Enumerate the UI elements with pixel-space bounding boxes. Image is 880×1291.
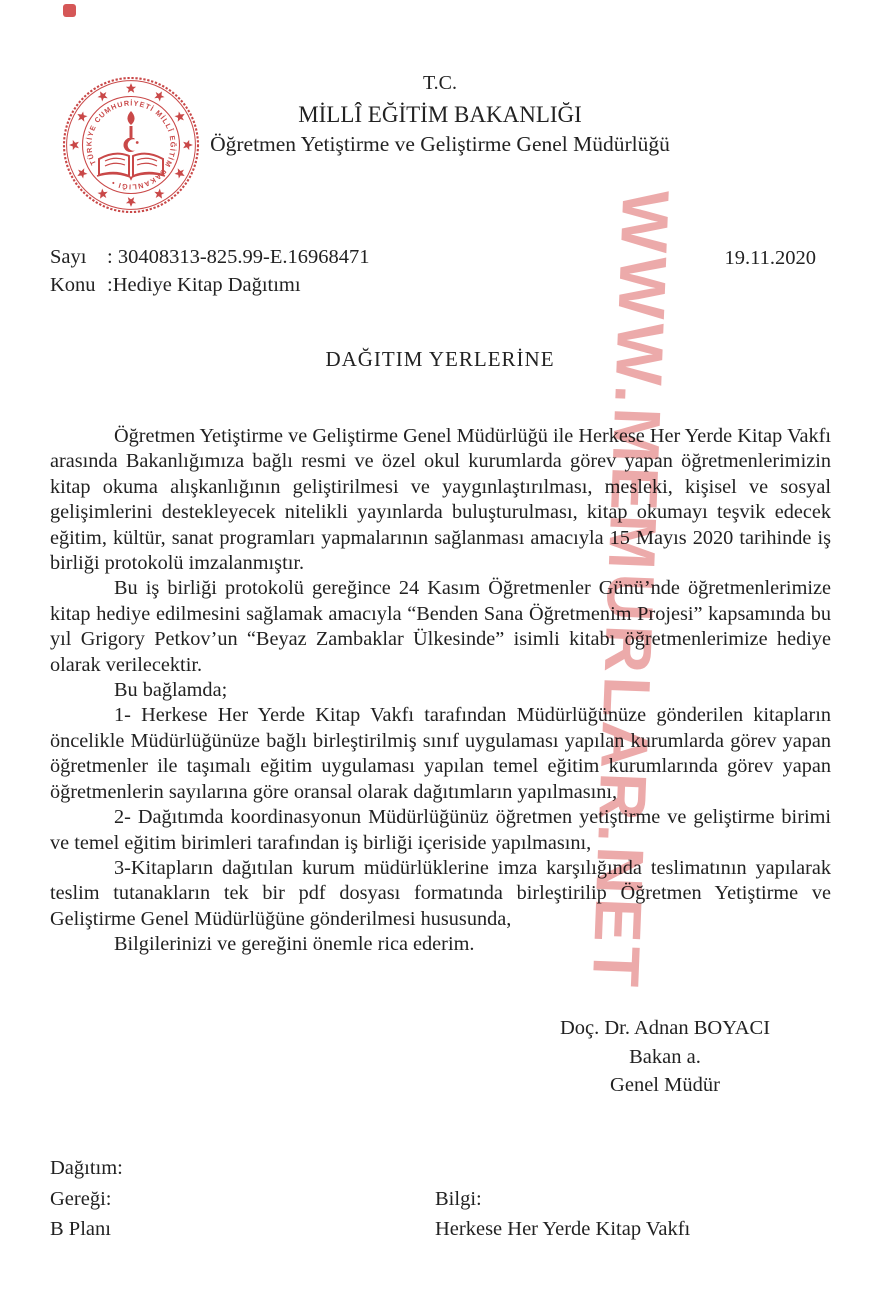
sayi-row xyxy=(50,243,816,271)
watermark-text: WWW.MEMURLAR.NET xyxy=(578,188,684,993)
sayi-label: Sayı xyxy=(50,246,87,268)
bilgi-value: Herkese Her Yerde Kitap Vakfı xyxy=(435,1218,691,1240)
star-icon xyxy=(96,188,110,202)
signer-title-2: Genel Müdür xyxy=(610,1074,720,1096)
ministry-name: MİLLÎ EĞİTİM BAKANLIĞI xyxy=(298,101,582,127)
paragraph: Bilgilerinizi ve gereğini önemle rica ederim. xyxy=(114,933,475,956)
geregi-value: B Planı xyxy=(50,1218,111,1240)
document-date: 19.11.2020 xyxy=(724,247,816,269)
dagitim-label: Dağıtım: xyxy=(50,1157,123,1179)
star-icon xyxy=(126,197,136,207)
addressee-heading: DAĞITIM YERLERİNE xyxy=(325,347,555,371)
konu-row xyxy=(50,271,816,299)
letter-body xyxy=(50,424,831,958)
bilgi-label: Bilgi: xyxy=(435,1187,482,1210)
paragraph: Öğretmen Yetiştirme ve Geliştirme Genel Müdürlüğü ile Herkese Her Yerde Kitap Vakfı arasında Bakanlığımıza bağlı resmi ve özel okul kurumlarda görev yapan öğretmenlerimizin kitap okuma alışkanlığının geliştirilmesi ve yaygınlaştırılması, mesleki, kişisel ve sosyal gelişimlerini destekleyecek nitelikli yayınlarda buluşturulması, kitap okumayı teşvik edecek eğitim, kültür, sanat programları yapmalarının sağlanması amacıyla 15 Mayıs 2020 tarihinde iş birliği protokolü imzalanmıştır. xyxy=(50,425,831,575)
dagitim-row xyxy=(50,1153,750,1184)
signer-name: Doç. Dr. Adnan BOYACI xyxy=(559,1017,771,1039)
geregi-label: Gereği: xyxy=(50,1187,112,1210)
paragraph: Bu bağlamda; xyxy=(114,679,228,702)
values-row xyxy=(50,1214,750,1245)
seal-curved-text: TÜRKİYE CUMHURİYETİ MİLLÎ EĞİTİM BAKANLIĞI • xyxy=(84,98,178,192)
sayi-value: : 30408313-825.99-E.16968471 xyxy=(107,246,370,268)
paragraph: 2- Dağıtımda koordinasyonun Müdürlüğünüz öğretmen yetiştirme ve geliştirme birimi ve temel eğitim birimleri tarafından iş birliği içeriside yapılmasını, xyxy=(50,806,831,854)
star-icon xyxy=(153,188,167,202)
paragraph: 3-Kitapların dağıtılan kurum müdürlüklerine imza karşılığında teslimatının yapılarak teslim tutanakların tek bir pdf dosyası formatında birleştirilip Öğretmen Yetiştirme ve Geliştirme Genel Müdürlüğüne gönderilmesi hususunda, xyxy=(50,856,831,930)
konu-value: :Hediye Kitap Dağıtımı xyxy=(107,274,301,296)
konu-label: Konu xyxy=(50,274,96,296)
geregi-bilgi-row xyxy=(50,1184,750,1215)
signer-title-1: Bakan a. xyxy=(629,1045,701,1068)
paragraph: 1- Herkese Her Yerde Kitap Vakfı tarafından Müdürlüğünüze gönderilen kitapların öncelikle Müdürlüğünüze bağlı birleştirilmiş sınıf uygulaması yapılan kurumlarda görev yapan öğretmenler ile taşımalı eğitim uygulaması yapılan temel eğitim kurumlarında görev yapan öğretmenlerin sayılarına göre oransal olarak dağıtımların yapılmasını, xyxy=(50,704,831,803)
paragraph: Bu iş birliği protokolü gereğince 24 Kasım Öğretmenler Günü’nde öğretmenlerimize kitap hediye edilmesini sağlamak amacıyla “Benden Sana Öğretmenim Projesi” kapsamında bu yıl Grigory Petkov’un “Beyaz Zambaklar Ülkesinde” isimli kitabı öğretmenlerimize hediye olarak verilecektir. xyxy=(50,577,831,676)
reference-block xyxy=(50,243,816,299)
distribution-block xyxy=(50,1153,750,1245)
signature-block xyxy=(545,1014,785,1100)
republic-label: T.C. xyxy=(422,72,458,94)
red-marker-dot xyxy=(63,4,76,17)
letterhead xyxy=(0,72,880,157)
star-icon xyxy=(174,167,188,181)
star-icon xyxy=(75,167,89,181)
directorate-name: Öğretmen Yetiştirme ve Geliştirme Genel Müdürlüğü xyxy=(210,131,670,156)
